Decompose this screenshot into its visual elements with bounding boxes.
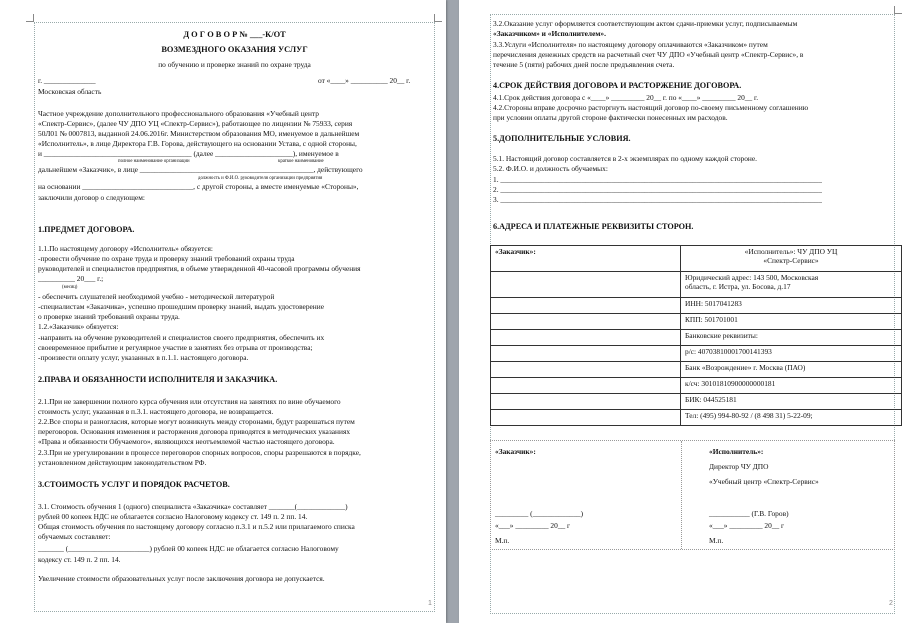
trainee-line: 1. _______________________________________________________________________________________ (493, 175, 822, 184)
customer-cell (491, 362, 681, 378)
section-5-title: 5.ДОПОЛНИТЕЛЬНЫЕ УСЛОВИЯ. (493, 134, 631, 143)
s1-line: -произвести оплату услуг, указанных в п.1.1. настоящего договора. (38, 353, 249, 362)
s2-line: 2.3.При не урегулировании в процессе переговоров спорных вопросов, споры разрешаются в порядке, (38, 448, 361, 457)
s1-line: 1.2.«Заказчик» обязуется: (38, 322, 119, 331)
p2-line: перечисления денежных средств на расчетный счет ЧУ ДПО «Учебный центр «Спектр-Сервис», в (493, 50, 804, 59)
page-1 (0, 0, 446, 623)
caption-month: (месяц) (62, 285, 78, 290)
intro-line: «Исполнитель», в лице Директора Г.В. Горова, действующего на основании Устава, с одной стороны, (38, 139, 357, 148)
section-1-title: 1.ПРЕДМЕТ ДОГОВОРА. (38, 225, 135, 234)
signature-block (490, 440, 895, 550)
customer-stamp: М.п. (495, 536, 510, 545)
s1-line: -провести обучение по охране труда и проверку знаний требований охраны труда (38, 254, 295, 263)
s5-line: 5.1. Настоящий договор составляется в 2-х экземплярах по одному каждой стороне. (493, 154, 758, 163)
customer-cell (491, 272, 681, 298)
intro-line: и ________________________________________ (далее _____________________), именуемое в (38, 149, 339, 158)
trainee-line: 2. _______________________________________________________________________________________ (493, 185, 822, 194)
s5-line: 5.2. Ф.И.О. и должность обучаемых: (493, 164, 608, 173)
s2-line: 2.1.При не завершении полного курса обучения или отсутствия на занятиях по вине обучаемого (38, 397, 341, 406)
contractor-stamp: М.п. (709, 536, 724, 545)
crop-mark (26, 14, 34, 22)
date-field: от «____» __________ 20__ г. (318, 76, 411, 85)
s3-line: 3.1. Стоимость обучения 1 (одного) специалиста «Заказчика» составляет _______(_____________) (38, 502, 348, 511)
s1-line: 1.1.По настоящему договору «Исполнитель» обязуется: (38, 244, 213, 253)
contractor-name: «Исполнитель»: ЧУ ДПО УЦ «Спектр-Сервис» (681, 246, 902, 272)
s2-line: стоимость услуг, указанная в п.3.1. настоящего договора, не возвращается. (38, 407, 274, 416)
p2-line: течение 5 (пяти) рабочих дней после предъявления счета. (493, 60, 675, 69)
s2-line: 2.2.Все споры и разногласия, которые могут возникнуть между сторонами, будут разрешаться путем (38, 417, 355, 426)
intro-line: на основании ______________________________, с другой стороны, а вместе именуемые «Стороны», (38, 182, 359, 191)
contract-subject: по обучению и проверке знаний по охране труда (158, 60, 311, 69)
s1-line: своевременное прибытие и регулярное участие в занятиях без отрыва от производства; (38, 343, 313, 352)
crop-mark (434, 14, 442, 22)
contractor-address: Юридический адрес: 143 500, Московская область, г. Истра, ул. Босова, д.17 (681, 272, 902, 298)
s3-line: Увеличение стоимости образовательных услуг после заключения договора не допускается. (38, 574, 325, 583)
trainee-line: 3. _______________________________________________________________________________________ (493, 195, 822, 204)
s3-line: кодексу ст. 149 п. 2 пп. 14. (38, 555, 121, 564)
section-4-title: 4.СРОК ДЕЙСТВИЯ ДОГОВОРА И РАСТОРЖЕНИЕ ДОГОВОРА. (493, 81, 742, 90)
settlement-account: р/с: 40703810001700141393 (681, 346, 902, 362)
contractor-signature-line: ___________ (Г.В. Горов) (709, 509, 789, 518)
caption-person: должность и Ф.И.О. руководителя организации предприятия (198, 176, 323, 181)
s2-line: переговоров. Основания изменения и расторжения договора приводятся в методических указаниях (38, 427, 351, 436)
caption-short: краткое наименование (278, 159, 324, 164)
bik: БИК: 044525181 (681, 394, 902, 410)
s3-line: _______ (______________________) рублей 00 копеек НДС не облагается согласно Налоговому (38, 544, 339, 553)
intro-line: дальнейшем «Заказчик», в лице _______________________________________________, действующего (38, 165, 363, 174)
s3-line: обучаемых составляет: (38, 532, 111, 541)
s4-line: при условии оплаты другой стороне фактически понесенных им расходов. (493, 113, 728, 122)
p2-line: 3.2.Оказание услуг оформляется соответствующим актом сдачи-приемки услуг, подписываемым (493, 19, 798, 28)
bank-details-label: Банковские реквизиты: (681, 330, 902, 346)
city-field: г. ______________ (38, 76, 96, 85)
s4-line: 4.2.Стороны вправе досрочно расторгнуть настоящий договор по-своему письменному соглашению (493, 103, 809, 112)
p2-line: «Заказчиком» и «Исполнителем». (493, 29, 606, 38)
region: Московская область (38, 87, 102, 96)
customer-heading: «Заказчик»: (491, 246, 681, 272)
sign-contractor-heading: «Исполнитель»: (709, 447, 764, 456)
customer-cell (491, 346, 681, 362)
s4-line: 4.1.Срок действия договора с «____» _________ 20__ г. по «____» _________ 20__ г. (493, 93, 759, 102)
contract-title: Д О Г О В О Р № ___-К/ОТ (183, 30, 286, 39)
intro-line: заключили договор о следующем: (38, 193, 145, 202)
p2-line: 3.3.Услуги «Исполнителя» по настоящему договору оплачиваются «Заказчиком» путем (493, 40, 768, 49)
page-2 (459, 0, 910, 623)
customer-signature-line: _________ (_____________) (495, 509, 584, 518)
crop-mark (894, 6, 902, 14)
page-number: 1 (428, 600, 432, 607)
contract-subtitle: ВОЗМЕЗДНОГО ОКАЗАНИЯ УСЛУГ (161, 45, 308, 54)
s1-line: -направить на обучение руководителей и специалистов своего предприятия, обеспечить их (38, 333, 325, 342)
sign-customer-heading: «Заказчик»: (495, 447, 536, 456)
section-6-title: 6.АДРЕСА И ПЛАТЕЖНЫЕ РЕКВИЗИТЫ СТОРОН. (493, 222, 694, 231)
requisites-table (490, 245, 902, 426)
contractor-position: Директор ЧУ ДПО (709, 462, 769, 471)
s1-line: __________ 20___ г.; (38, 274, 104, 283)
page-number: 2 (889, 600, 893, 607)
customer-cell (491, 394, 681, 410)
customer-sign-date: «___» _________ 20__ г (495, 521, 571, 530)
s2-line: «Права и обязанности Обучаемого», являющихся неотъемлемой частью настоящего договора. (38, 437, 335, 446)
section-2-title: 2.ПРАВА И ОБЯЗАННОСТИ ИСПОЛНИТЕЛЯ И ЗАКАЗЧИКА. (38, 375, 278, 384)
contractor-sign-date: «___» _________ 20__ г (709, 521, 785, 530)
customer-cell (491, 410, 681, 426)
phone: Тел: (495) 994-80-92 / (8 498 31) 5-22-09; (681, 410, 902, 426)
s3-line: рублей 00 копеек НДС не облагается согласно Налоговому кодексу ст. 149 п. 2 пп. 14. (38, 512, 308, 521)
s2-line: установленном действующим законодательством РФ. (38, 458, 207, 467)
s3-line: Общая стоимость обучения по настоящему договору согласно п.3.1 и п.5.2 или прилагаемого списка (38, 522, 355, 531)
caption-org: полное наименование организации (118, 159, 190, 164)
intro-line: «Спектр-Сервис», (далее ЧУ ДПО УЦ «Спектр-Сервис»), работающее по лицензии № 75933, серия (38, 119, 353, 128)
s1-line: о проверке знаний требований охраны труда. (38, 312, 180, 321)
s1-line: - обеспечить слушателей необходимой учебно - методической литературой (38, 292, 275, 301)
customer-cell (491, 330, 681, 346)
s1-line: руководителей и специалистов предприятия, в объеме утвержденной 40-часовой программы обучения (38, 264, 361, 273)
intro-line: 50Л01 № 0007813, выданной 24.06.2016г. Министерством образования МО, именуемое в дальнейшем (38, 129, 360, 138)
contractor-inn: ИНН: 5017041283 (681, 298, 902, 314)
intro-line: Частное учреждение дополнительного профессионального образования «Учебный центр (38, 109, 319, 118)
contractor-kpp: КПП: 501701001 (681, 314, 902, 330)
s1-line: -специалистам «Заказчика», успешно прошедшим проверку знаний, выдать удостоверение (38, 302, 324, 311)
section-3-title: 3.СТОИМОСТЬ УСЛУГ И ПОРЯДОК РАСЧЕТОВ. (38, 480, 230, 489)
customer-cell (491, 314, 681, 330)
bank-name: Банк «Возрождение» г. Москва (ПАО) (681, 362, 902, 378)
customer-cell (491, 298, 681, 314)
contractor-org: «Учебный центр «Спектр-Сервис» (709, 477, 819, 486)
correspondent-account: к/сч: 30101810900000000181 (681, 378, 902, 394)
customer-cell (491, 378, 681, 394)
